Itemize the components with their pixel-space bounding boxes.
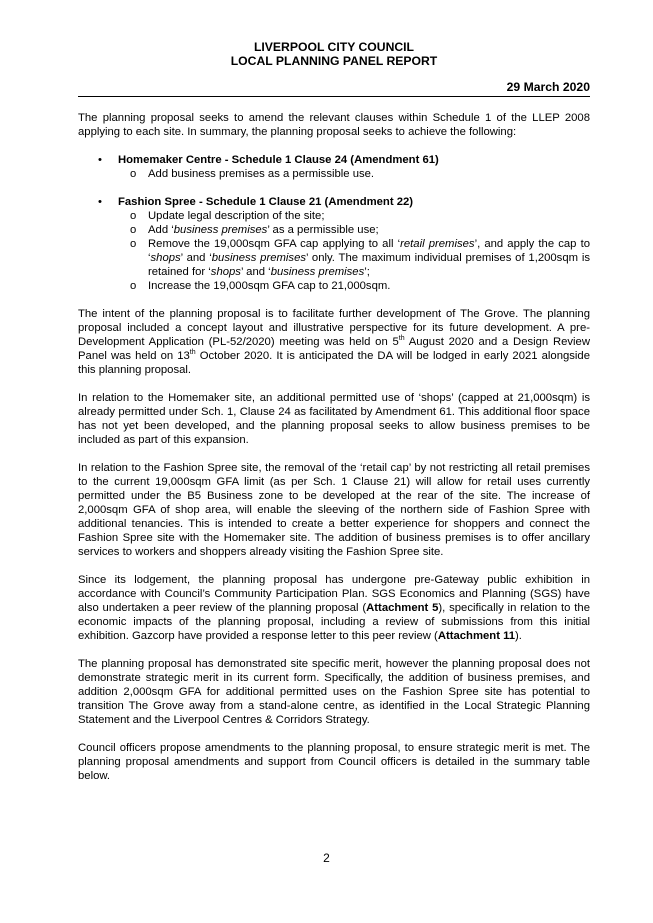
- fashion-spree-paragraph: In relation to the Fashion Spree site, the removal of the ‘retail cap’ by not restricting all retail premises to the current 19,000sqm GFA limit (as per Sch. 1 Clause 21) will allow for retail uses currently permitted under the B5 Business zone to be developed at the rear of the site. The increase of 2,000sqm GFA of shop area, will enable the sleeving of the northern side of Fashion Spree with additional tenancies. This is intended to create a better experience for shoppers and connect the Fashion Spree site with the Homemaker site. The addition of business premises is to offer ancillary services to workers and shoppers already visiting the Fashion Spree site.: [78, 462, 590, 558]
- report-title: LOCAL PLANNING PANEL REPORT: [230, 54, 438, 68]
- sub-item: o Update legal description of the site;: [130, 210, 325, 222]
- bullet-glyph: •: [98, 154, 102, 166]
- sub-item: o Increase the 19,000sqm GFA cap to 21,000sqm.: [130, 280, 391, 292]
- sub-item: o Add business premises as a permissible use.: [130, 168, 375, 180]
- list-item-homemaker: [78, 153, 590, 181]
- attachment-11-ref: Attachment 11: [437, 630, 516, 642]
- list-item-fashion-spree: [78, 195, 590, 293]
- council-name: LIVERPOOL CITY COUNCIL: [253, 40, 415, 54]
- header-divider: [78, 96, 590, 97]
- intent-paragraph: The intent of the planning proposal is to facilitate further development of The Grove. The planning proposal included a concept layout and illustrative perspective for its future development. A pre-Development Application (PL-52/2020) meeting was held on 5th August 2020 and a Design Review Panel was held on 13th October 2020. It is anticipated the DA will be lodged in early 2021 alongside this planning proposal.: [78, 308, 591, 376]
- homemaker-paragraph: In relation to the Homemaker site, an additional permitted use of ‘shops’ (capped at 21,000sqm) is already permitted under Sch. 1, Clause 24 as facilitated by Amendment 61. This additional floor space has not yet been developed, and the planning proposal seeks to allow business premises to be included as part of this expansion.: [78, 392, 590, 446]
- bullet-glyph: •: [98, 196, 102, 208]
- amendment-list: [78, 153, 590, 293]
- officers-paragraph: Council officers propose amendments to the planning proposal, to ensure strategic merit is met. The planning proposal amendments and support from Council officers is detailed in the summary table below.: [78, 742, 590, 782]
- report-date: 29 March 2020: [506, 80, 590, 94]
- merit-paragraph: The planning proposal has demonstrated site specific merit, however the planning proposal does not demonstrate strategic merit in its current form. Specifically, the addition of business premises, and addition 2,000sqm GFA for additional permitted uses on the Fashion Spree site has potential to transition The Grove away from a stand-alone centre, as identified in the Local Strategic Planning Statement and the Liverpool Centres & Corridors Strategy.: [78, 658, 590, 726]
- sub-item: o Remove the 19,000sqm GFA cap applying to all ‘retail premises’, and apply the cap to ‘shops’ and ‘business premises’ only. The maximum individual premises of 1,200sqm is retained for ‘shops’ and ‘business premises’;: [130, 238, 590, 278]
- lodgement-paragraph: Since its lodgement, the planning proposal has undergone pre-Gateway public exhibition in accordance with Council’s Community Participation Plan. SGS Economics and Planning (SGS) have also undertaken a peer review of the planning proposal (Attachment 5), specifically in relation to the economic impacts of the planning proposal, including a review of submissions from this initial exhibition. Gazcorp have provided a response letter to this peer review (Attachment 11).: [78, 574, 590, 642]
- homemaker-heading: Homemaker Centre - Schedule 1 Clause 24 (Amendment 61): [118, 154, 439, 166]
- fashion-spree-subitems: [118, 209, 590, 293]
- report-body: [78, 111, 590, 783]
- intro-paragraph: The planning proposal seeks to amend the relevant clauses within Schedule 1 of the LLEP 2008 applying to each site. In summary, the planning proposal seeks to achieve the following:: [78, 112, 590, 138]
- fashion-spree-heading: Fashion Spree - Schedule 1 Clause 21 (Amendment 22): [118, 196, 414, 208]
- sub-item: o Add ‘business premises’ as a permissible use;: [130, 224, 379, 236]
- report-header: [78, 40, 590, 68]
- homemaker-subitems: [118, 167, 590, 181]
- page-number: 2: [323, 851, 330, 865]
- attachment-5-ref: Attachment 5: [366, 602, 439, 614]
